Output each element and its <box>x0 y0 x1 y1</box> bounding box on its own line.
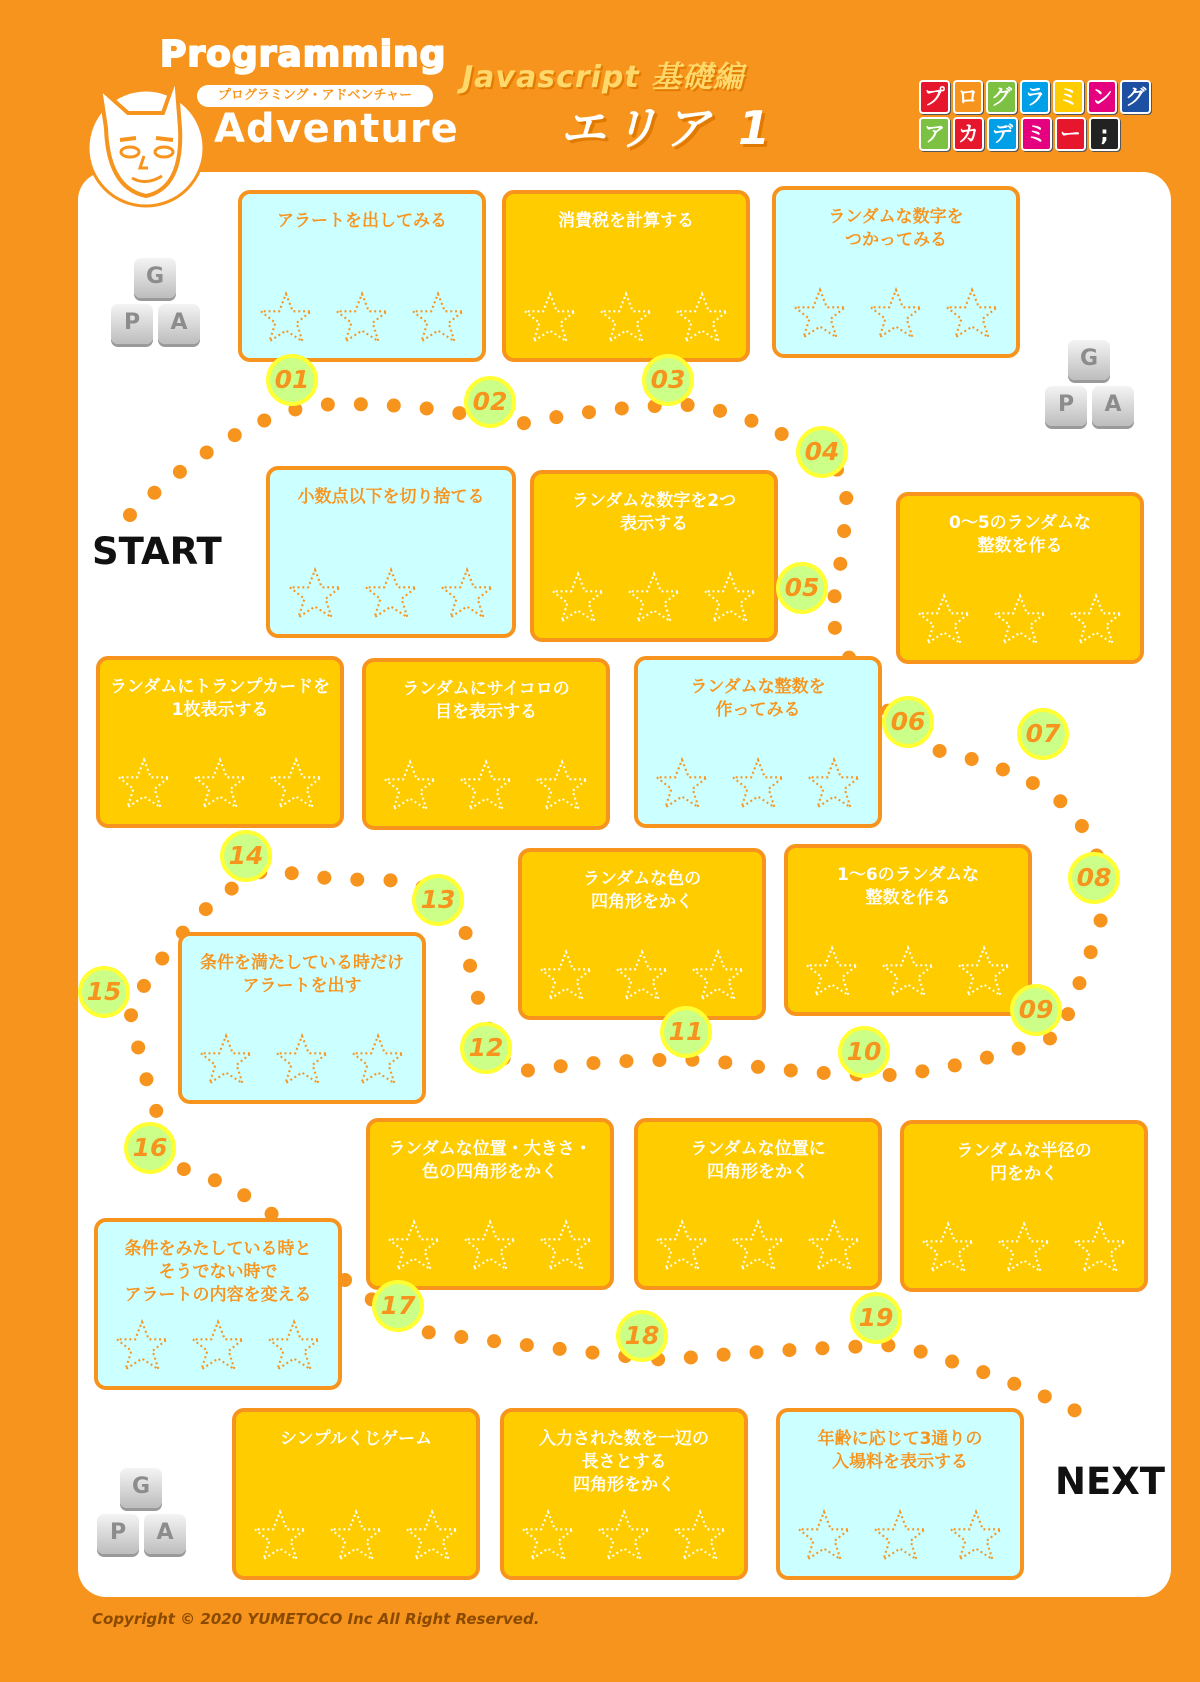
task-label: ランダムな位置・大きさ・ 色の四角形をかく <box>388 1139 592 1182</box>
task-label: ランダムな半径の 円をかく <box>956 1141 1092 1184</box>
star-icon[interactable] <box>549 570 607 628</box>
star-icon[interactable] <box>947 1508 1005 1566</box>
star-icon[interactable] <box>871 1508 929 1566</box>
rating-stars <box>522 948 762 1006</box>
rating-stars <box>100 756 340 814</box>
task-label: 年齢に応じて3通りの 入場料を表示する <box>817 1429 983 1472</box>
star-icon[interactable] <box>438 566 496 624</box>
brand-letter-tile: ン <box>1087 80 1118 114</box>
star-icon[interactable] <box>595 1508 653 1566</box>
task-card[interactable] <box>772 186 1020 358</box>
star-icon[interactable] <box>943 286 1001 344</box>
star-icon[interactable] <box>385 1218 443 1276</box>
brand-letter-tile: デ <box>987 117 1018 151</box>
star-icon[interactable] <box>381 758 439 816</box>
task-card[interactable] <box>362 658 610 830</box>
task-card[interactable] <box>500 1408 748 1580</box>
task-label: シンプルくじゲーム <box>280 1429 432 1449</box>
task-card[interactable] <box>784 844 1032 1016</box>
rating-stars <box>776 286 1016 344</box>
step-marker[interactable]: 06 <box>882 696 934 748</box>
task-card[interactable] <box>502 190 750 362</box>
task-card[interactable] <box>518 848 766 1020</box>
step-marker[interactable]: 19 <box>850 1292 902 1344</box>
star-icon[interactable] <box>613 948 671 1006</box>
title-programming: Programming <box>160 34 447 75</box>
task-label: ランダムな数字を2つ 表示する <box>571 491 737 534</box>
step-marker[interactable]: 01 <box>266 354 318 406</box>
rating-stars <box>182 1032 422 1090</box>
step-marker[interactable]: 17 <box>372 1280 424 1332</box>
step-marker[interactable]: 03 <box>642 354 694 406</box>
star-icon[interactable] <box>653 1218 711 1276</box>
step-marker[interactable]: 11 <box>660 1006 712 1058</box>
brand-letter-tile: ー <box>1055 117 1086 151</box>
star-icon[interactable] <box>537 948 595 1006</box>
star-icon[interactable] <box>795 1508 853 1566</box>
task-card[interactable] <box>266 466 516 638</box>
task-label: 小数点以下を切り捨てる <box>297 487 485 507</box>
star-icon[interactable] <box>991 592 1049 650</box>
step-marker[interactable]: 09 <box>1010 984 1062 1036</box>
task-label: 入力された数を一辺の 長さとする 四角形をかく <box>539 1429 709 1495</box>
star-icon[interactable] <box>701 570 759 628</box>
star-icon[interactable] <box>805 1218 863 1276</box>
course-language-label: Javascript 基礎編 <box>462 60 745 95</box>
step-marker[interactable]: 08 <box>1068 852 1120 904</box>
key-a: A <box>1092 386 1134 426</box>
brand-letter-tile: ロ <box>953 80 984 114</box>
task-card[interactable] <box>232 1408 480 1580</box>
next-label: NEXT <box>1055 1460 1166 1503</box>
task-label: 0～5のランダムな 整数を作る <box>949 513 1091 556</box>
star-icon[interactable] <box>521 290 579 348</box>
task-card[interactable] <box>366 1118 614 1290</box>
title-subtitle-japanese: プログラミング・アドベンチャー <box>197 85 433 107</box>
star-icon[interactable] <box>267 756 325 814</box>
task-card[interactable] <box>634 656 882 828</box>
step-marker[interactable]: 04 <box>796 426 848 478</box>
star-icon[interactable] <box>197 1032 255 1090</box>
brand-letter-tile: ミ <box>1053 80 1084 114</box>
rating-stars <box>780 1508 1020 1566</box>
star-icon[interactable] <box>113 1318 171 1376</box>
step-marker[interactable]: 13 <box>412 874 464 926</box>
star-icon[interactable] <box>1067 592 1125 650</box>
task-card[interactable] <box>94 1218 342 1390</box>
step-marker[interactable]: 02 <box>464 376 516 428</box>
title-adventure: Adventure <box>214 106 459 152</box>
rating-stars <box>504 1508 744 1566</box>
brand-letter-tile: ア <box>919 117 950 151</box>
copyright-text: Copyright © 2020 YUMETOCO Inc All Right Reserved. <box>92 1610 540 1628</box>
rating-stars <box>788 944 1028 1002</box>
star-icon[interactable] <box>689 948 747 1006</box>
star-icon[interactable] <box>349 1032 407 1090</box>
brand-letter-tile: グ <box>1120 80 1151 114</box>
task-label: 1～6のランダムな 整数を作る <box>837 865 979 908</box>
rating-stars <box>900 592 1140 650</box>
star-icon[interactable] <box>597 290 655 348</box>
task-card[interactable] <box>634 1118 882 1290</box>
brand-letter-tile: グ <box>986 80 1017 114</box>
task-label: ランダムにサイコロの 目を表示する <box>402 679 570 722</box>
star-icon[interactable] <box>115 756 173 814</box>
key-p: P <box>1045 386 1087 426</box>
rating-stars <box>270 566 512 624</box>
rating-stars <box>534 570 774 628</box>
star-icon[interactable] <box>879 944 937 1002</box>
star-icon[interactable] <box>519 1508 577 1566</box>
star-icon[interactable] <box>673 290 731 348</box>
star-icon[interactable] <box>791 286 849 344</box>
key-p: P <box>97 1514 139 1554</box>
step-marker[interactable]: 05 <box>776 562 828 614</box>
step-marker[interactable]: 07 <box>1017 708 1069 760</box>
rating-stars <box>904 1220 1144 1278</box>
star-icon[interactable] <box>333 290 391 348</box>
brand-letter-tile: ; <box>1089 117 1120 151</box>
start-label: START <box>92 530 222 573</box>
step-marker[interactable]: 10 <box>838 1026 890 1078</box>
star-icon[interactable] <box>362 566 420 624</box>
task-card[interactable] <box>530 470 778 642</box>
step-marker[interactable]: 12 <box>460 1022 512 1074</box>
brand-letter-tile: ラ <box>1020 80 1051 114</box>
star-icon[interactable] <box>403 1508 461 1566</box>
rating-stars <box>366 758 606 816</box>
star-icon[interactable] <box>286 566 344 624</box>
star-icon[interactable] <box>919 1220 977 1278</box>
task-label: 条件をみたしている時と そうでない時で アラートの内容を変える <box>124 1239 312 1305</box>
key-a: A <box>144 1514 186 1554</box>
rating-stars <box>638 756 878 814</box>
rating-stars <box>638 1218 878 1276</box>
star-icon[interactable] <box>251 1508 309 1566</box>
area-label: エリア 1 <box>560 101 777 155</box>
star-icon[interactable] <box>461 1218 519 1276</box>
star-icon[interactable] <box>409 290 467 348</box>
star-icon[interactable] <box>955 944 1013 1002</box>
brand-letter-tile: ミ <box>1021 117 1052 151</box>
star-icon[interactable] <box>533 758 591 816</box>
star-icon[interactable] <box>671 1508 729 1566</box>
brand-letter-tile: カ <box>953 117 984 151</box>
rating-stars <box>236 1508 476 1566</box>
task-label: アラートを出してみる <box>277 211 447 231</box>
star-icon[interactable] <box>1071 1220 1129 1278</box>
task-label: ランダムな色の 四角形をかく <box>582 869 702 912</box>
star-icon[interactable] <box>729 756 787 814</box>
key-a: A <box>158 304 200 344</box>
task-card[interactable] <box>238 190 486 362</box>
star-icon[interactable] <box>625 570 683 628</box>
task-card[interactable] <box>178 932 426 1104</box>
task-label: ランダムな整数を 作ってみる <box>690 677 826 720</box>
step-marker[interactable]: 15 <box>78 966 130 1018</box>
star-icon[interactable] <box>273 1032 331 1090</box>
star-icon[interactable] <box>995 1220 1053 1278</box>
star-icon[interactable] <box>867 286 925 344</box>
star-icon[interactable] <box>191 756 249 814</box>
star-icon[interactable] <box>189 1318 247 1376</box>
task-card[interactable] <box>900 1120 1148 1292</box>
star-icon[interactable] <box>537 1218 595 1276</box>
star-icon[interactable] <box>457 758 515 816</box>
brand-letter-tile: プ <box>919 80 950 114</box>
star-icon[interactable] <box>257 290 315 348</box>
star-icon[interactable] <box>729 1218 787 1276</box>
star-icon[interactable] <box>915 592 973 650</box>
rating-stars <box>506 290 746 348</box>
key-g: G <box>134 258 176 298</box>
task-label: ランダムにトランプカードを 1枚表示する <box>109 677 331 720</box>
step-marker[interactable]: 18 <box>616 1310 668 1362</box>
star-icon[interactable] <box>327 1508 385 1566</box>
rating-stars <box>370 1218 610 1276</box>
star-icon[interactable] <box>653 756 711 814</box>
step-marker[interactable]: 16 <box>124 1122 176 1174</box>
task-label: 消費税を計算する <box>558 211 694 231</box>
task-card[interactable] <box>96 656 344 828</box>
task-label: ランダムな位置に 四角形をかく <box>690 1139 826 1182</box>
task-label: ランダムな数字を つかってみる <box>828 207 964 250</box>
step-marker[interactable]: 14 <box>220 830 272 882</box>
key-g: G <box>120 1468 162 1508</box>
task-card[interactable] <box>896 492 1144 664</box>
key-g: G <box>1068 340 1110 380</box>
star-icon[interactable] <box>803 944 861 1002</box>
rating-stars <box>98 1318 338 1376</box>
star-icon[interactable] <box>265 1318 323 1376</box>
task-label: 条件を満たしている時だけ アラートを出す <box>200 953 404 996</box>
rating-stars <box>242 290 482 348</box>
key-p: P <box>111 304 153 344</box>
star-icon[interactable] <box>805 756 863 814</box>
task-card[interactable] <box>776 1408 1024 1580</box>
